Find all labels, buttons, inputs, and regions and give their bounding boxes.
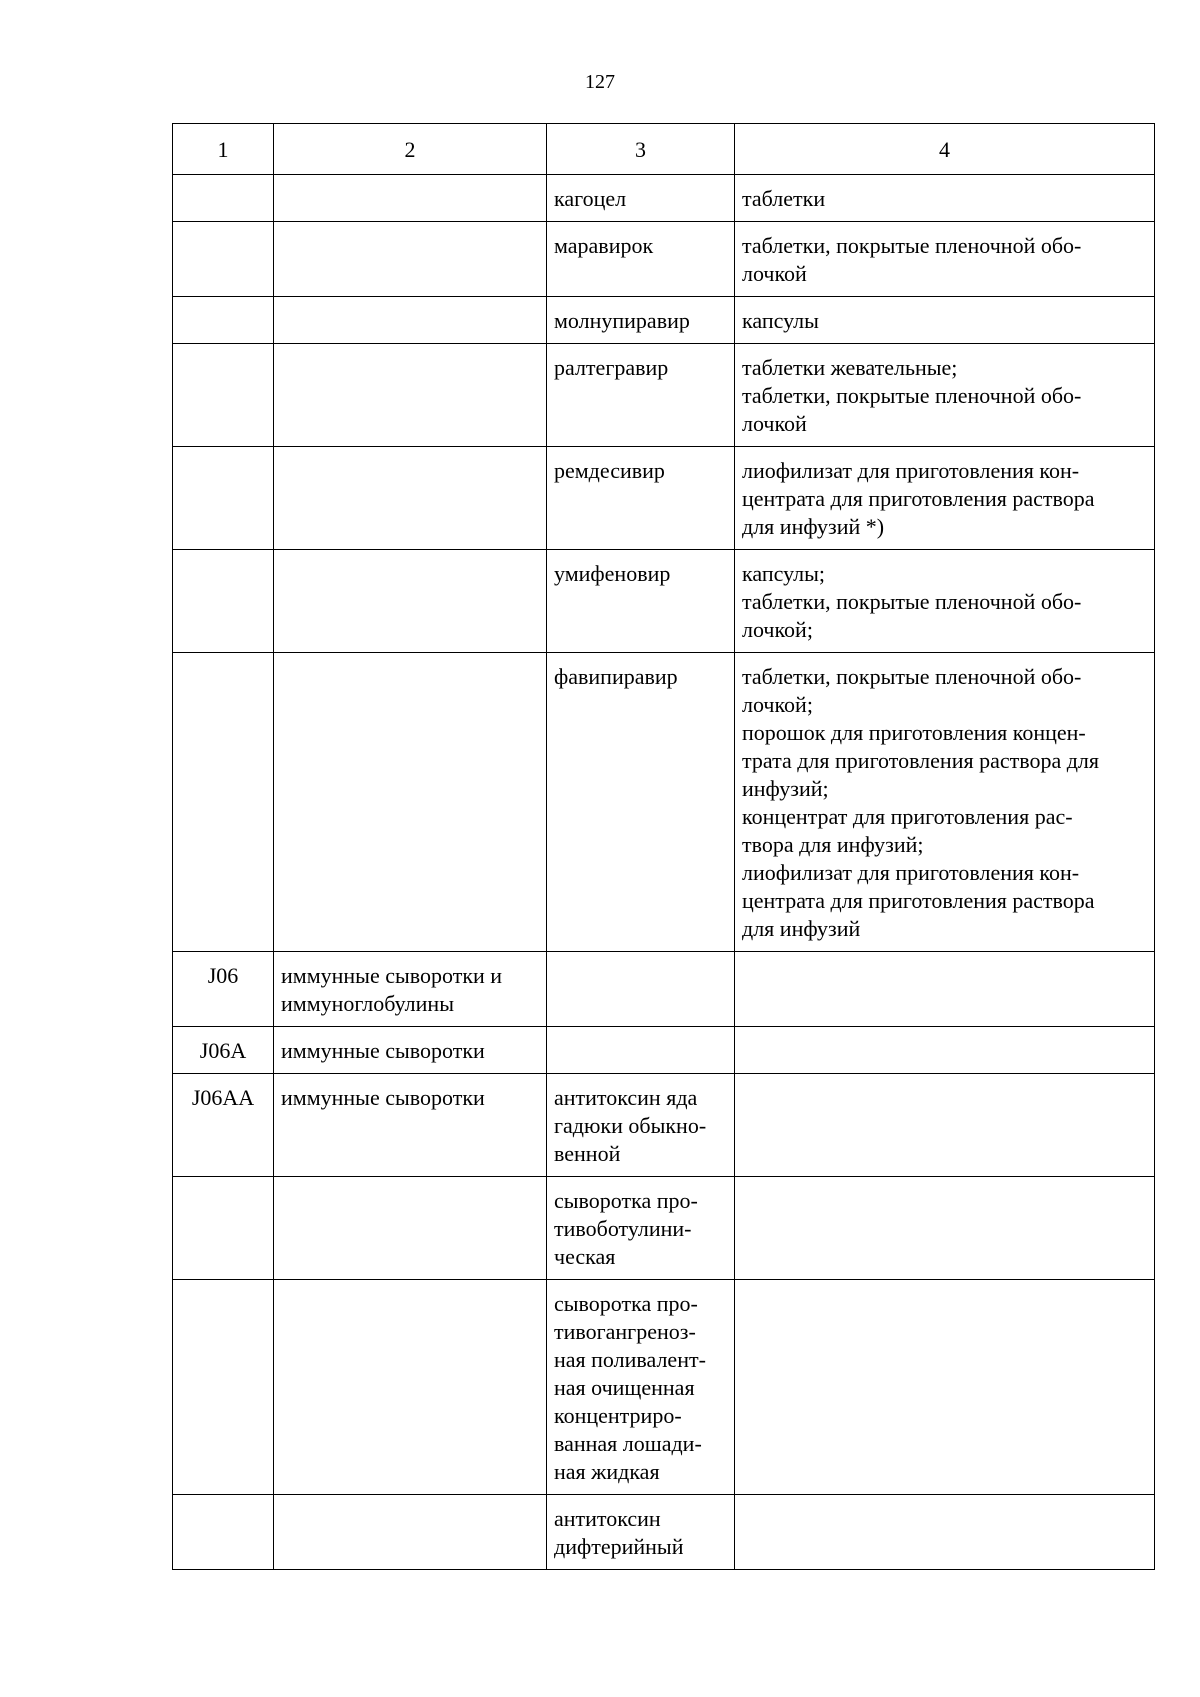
- group-cell: [274, 550, 547, 653]
- table-row: [173, 1177, 1155, 1280]
- dosage-form-cell: капсулы: [735, 297, 1155, 344]
- drug-name-cell: молнупиравир: [547, 297, 735, 344]
- table-row: [173, 1074, 1155, 1177]
- atc-code-cell: J06: [173, 952, 274, 1027]
- dosage-form-cell: таблетки: [735, 175, 1155, 222]
- column-header-1: 1: [173, 124, 274, 175]
- group-cell: [274, 447, 547, 550]
- drug-name-cell: кагоцел: [547, 175, 735, 222]
- group-cell: [274, 297, 547, 344]
- group-cell: [274, 175, 547, 222]
- drug-name-cell: умифеновир: [547, 550, 735, 653]
- atc-code-cell: [173, 175, 274, 222]
- table-row: [173, 297, 1155, 344]
- group-cell: иммунные сыворотки: [274, 1074, 547, 1177]
- dosage-form-cell: таблетки жевательные; таблетки, покрытые пленочной обо- лочкой: [735, 344, 1155, 447]
- table-row: [173, 653, 1155, 952]
- table-row: [173, 1027, 1155, 1074]
- group-cell: иммунные сыворотки и иммуноглобулины: [274, 952, 547, 1027]
- page-number: 127: [585, 71, 615, 93]
- atc-code-cell: [173, 550, 274, 653]
- drug-name-cell: антитоксин яда гадюки обыкно- венной: [547, 1074, 735, 1177]
- header-row: [173, 124, 1155, 175]
- atc-code-cell: [173, 1280, 274, 1495]
- group-cell: [274, 344, 547, 447]
- group-cell: [274, 1280, 547, 1495]
- dosage-form-cell: [735, 1027, 1155, 1074]
- atc-code-cell: [173, 297, 274, 344]
- table-row: [173, 1495, 1155, 1570]
- drug-name-cell: антитоксин дифтерийный: [547, 1495, 735, 1570]
- drug-name-cell: ремдесивир: [547, 447, 735, 550]
- dosage-form-cell: [735, 1074, 1155, 1177]
- table-row: [173, 550, 1155, 653]
- drug-name-cell: маравирок: [547, 222, 735, 297]
- column-header-2: 2: [274, 124, 547, 175]
- dosage-form-cell: лиофилизат для приготовления кон- центрата для приготовления раствора для инфузий *): [735, 447, 1155, 550]
- group-cell: [274, 1177, 547, 1280]
- atc-code-cell: J06AA: [173, 1074, 274, 1177]
- group-cell: [274, 653, 547, 952]
- atc-code-cell: [173, 1177, 274, 1280]
- drug-name-cell: [547, 1027, 735, 1074]
- dosage-form-cell: [735, 1177, 1155, 1280]
- table-row: [173, 344, 1155, 447]
- drug-name-cell: ралтегравир: [547, 344, 735, 447]
- table-row: [173, 1280, 1155, 1495]
- dosage-form-cell: таблетки, покрытые пленочной обо- лочкой: [735, 222, 1155, 297]
- group-cell: [274, 1495, 547, 1570]
- dosage-form-cell: [735, 1280, 1155, 1495]
- atc-code-cell: [173, 1495, 274, 1570]
- table-row: [173, 447, 1155, 550]
- dosage-form-cell: [735, 952, 1155, 1027]
- atc-code-cell: [173, 344, 274, 447]
- atc-code-cell: [173, 222, 274, 297]
- atc-code-cell: [173, 653, 274, 952]
- column-header-3: 3: [547, 124, 735, 175]
- drug-name-cell: сыворотка про- тивоботулини- ческая: [547, 1177, 735, 1280]
- table-row: [173, 222, 1155, 297]
- drug-name-cell: фавипиравир: [547, 653, 735, 952]
- dosage-form-cell: капсулы; таблетки, покрытые пленочной обо- лочкой;: [735, 550, 1155, 653]
- atc-code-cell: [173, 447, 274, 550]
- drug-name-cell: [547, 952, 735, 1027]
- table-row: [173, 175, 1155, 222]
- dosage-form-cell: таблетки, покрытые пленочной обо- лочкой; порошок для приготовления концен- трата для приготовления раствора для инфузий; концентрат для приготовления рас- твора для инфузий; лиофилизат для приготовления кон- центрата для приготовления раствора для инфузий: [735, 653, 1155, 952]
- group-cell: иммунные сыворотки: [274, 1027, 547, 1074]
- column-header-4: 4: [735, 124, 1155, 175]
- drug-table: [172, 123, 1155, 1570]
- table-row: [173, 952, 1155, 1027]
- group-cell: [274, 222, 547, 297]
- drug-name-cell: сыворотка про- тивогангреноз- ная поливалент- ная очищенная концентриро- ванная лошади- ная жидкая: [547, 1280, 735, 1495]
- dosage-form-cell: [735, 1495, 1155, 1570]
- atc-code-cell: J06A: [173, 1027, 274, 1074]
